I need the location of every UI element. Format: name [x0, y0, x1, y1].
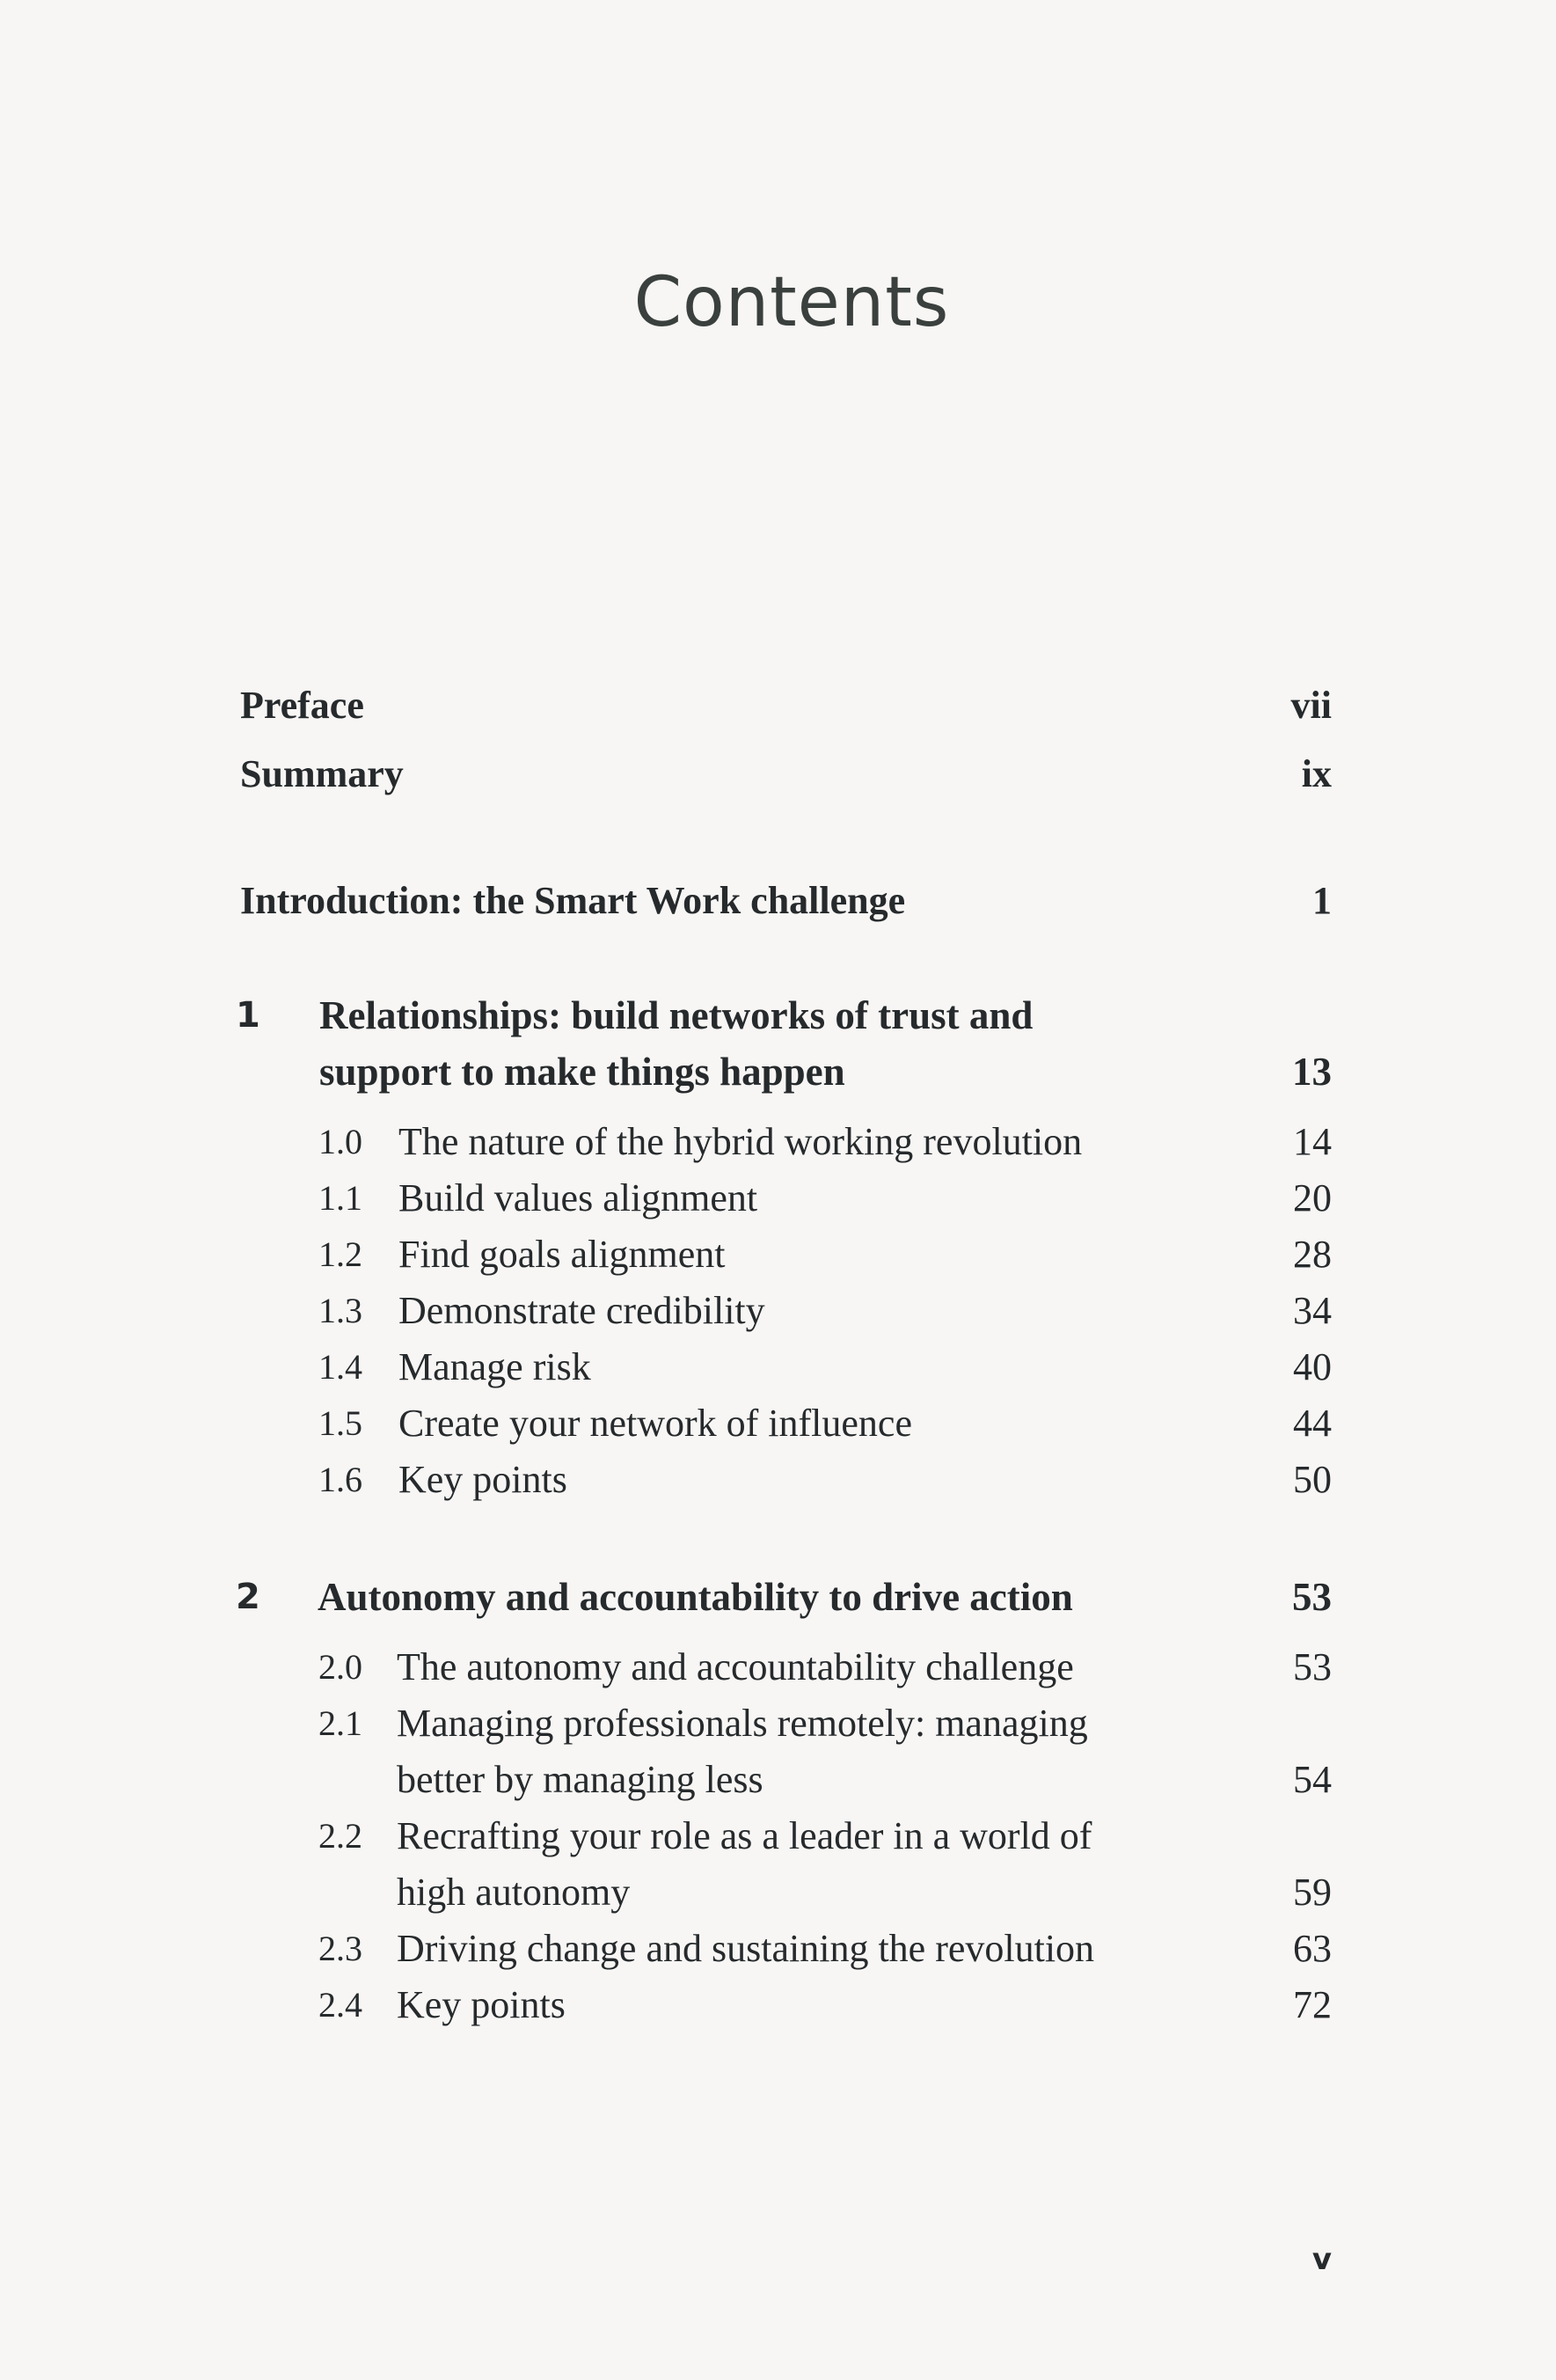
section-number: 1.0	[318, 1122, 362, 1161]
toc-entry-page: ix	[1301, 752, 1332, 795]
section-title: Demonstrate credibility	[398, 1289, 765, 1332]
section-title-line-2: better by managing less	[397, 1758, 763, 1801]
section-title: Key points	[398, 1458, 567, 1501]
section-title: Build values alignment	[398, 1176, 758, 1219]
section-number: 2.4	[318, 1985, 362, 2025]
section-page: 28	[1293, 1233, 1332, 1276]
section-title: Create your network of influence	[398, 1402, 912, 1445]
section-page: 14	[1293, 1120, 1332, 1163]
section-page: 34	[1293, 1289, 1332, 1332]
section-number: 1.5	[318, 1403, 362, 1443]
section-title: Driving change and sustaining the revolution	[397, 1927, 1095, 1970]
section-title: Key points	[397, 1983, 566, 2026]
section-number: 2.3	[318, 1929, 362, 1968]
section-title-line-1: Recrafting your role as a leader in a world of	[397, 1814, 1092, 1857]
page-number: v	[1311, 2242, 1332, 2277]
toc-entry-page: vii	[1290, 684, 1332, 727]
section-page: 54	[1293, 1758, 1332, 1801]
chapter-title-line-2: support to make things happen	[319, 1050, 845, 1094]
section-number: 1.6	[318, 1460, 362, 1499]
section-number: 1.3	[318, 1291, 362, 1330]
page-title: Contents	[633, 263, 950, 342]
section-title-line-1: Managing professionals remotely: managing	[397, 1702, 1088, 1745]
section-page: 44	[1293, 1402, 1332, 1445]
section-number: 2.0	[318, 1647, 362, 1687]
section-title: Find goals alignment	[398, 1233, 726, 1276]
chapter-page: 53	[1292, 1575, 1332, 1619]
section-title-line-2: high autonomy	[397, 1871, 631, 1914]
section-number: 1.2	[318, 1234, 362, 1274]
section-title: The nature of the hybrid working revolution	[398, 1120, 1083, 1163]
section-number: 1.4	[318, 1347, 362, 1387]
section-page: 50	[1293, 1458, 1332, 1501]
toc-entry-page: 1	[1312, 879, 1332, 922]
toc-entry-label: Preface	[240, 684, 364, 727]
section-page: 20	[1293, 1176, 1332, 1219]
chapter-page: 13	[1292, 1050, 1332, 1094]
section-number: 2.1	[318, 1703, 362, 1743]
section-number: 1.1	[318, 1178, 362, 1218]
chapter-number: 2	[236, 1577, 260, 1617]
section-page: 63	[1293, 1927, 1332, 1970]
chapter-title: Autonomy and accountability to drive action	[318, 1575, 1073, 1619]
section-page: 59	[1293, 1871, 1332, 1914]
section-page: 53	[1293, 1645, 1332, 1688]
section-page: 40	[1293, 1345, 1332, 1388]
section-title: Manage risk	[398, 1345, 591, 1388]
toc-entry-label: Summary	[240, 752, 404, 795]
section-title: The autonomy and accountability challenge	[397, 1645, 1074, 1688]
toc-entry-label: Introduction: the Smart Work challenge	[240, 879, 906, 922]
chapter-title-line-1: Relationships: build networks of trust and	[319, 993, 1034, 1037]
section-page: 72	[1293, 1983, 1332, 2026]
section-number: 2.2	[318, 1816, 362, 1856]
chapter-number: 1	[236, 995, 260, 1036]
